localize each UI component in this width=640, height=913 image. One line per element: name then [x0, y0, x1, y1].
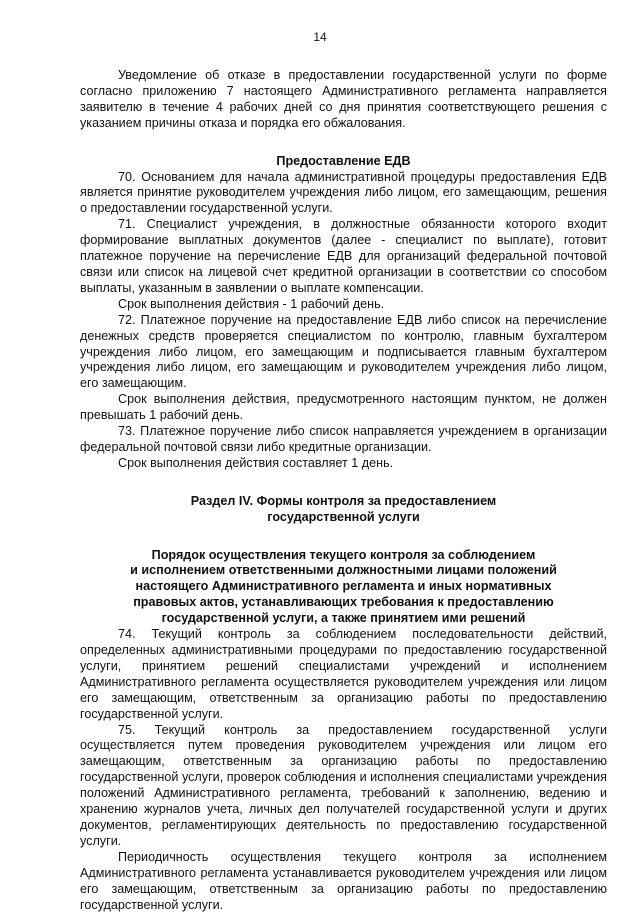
paragraph-71: 71. Специалист учреждения, в должностные обязанности которого входит формирование выплатных документов (далее - специалист по выплате), готовит платежное поручение на перечисление ЕДВ для организаций федеральной почтовой связи или список на лицевой счет кредитной организации в соответствии со способом выплаты, указанным в заявлении о выплате компенсации.	[80, 217, 607, 295]
section-edv-heading: Предоставление ЕДВ	[276, 153, 411, 168]
paragraph-72: 72. Платежное поручение на предоставление ЕДВ либо список на перечисление денежных средств проверяется специалистом по контролю, главным бухгалтером учреждения либо лицом, его замещающим и подписывается главным бухгалтером учреждения либо лицом, его замещающим и руководителем учреждения либо лицом, его замещающим.	[80, 312, 607, 391]
subsection-heading-line-2: и исполнением ответственными должностными лицами положений	[130, 563, 557, 578]
section-iv-heading-line-2: государственной услуги	[267, 509, 420, 524]
document-body	[80, 68, 607, 913]
paragraph-73: 73. Платежное поручение либо список направляется учреждением в организации федеральной почтовой связи либо кредитные организации.	[80, 424, 607, 454]
page-number: 14	[313, 30, 327, 44]
paragraph-71-term: Срок выполнения действия - 1 рабочий день.	[118, 296, 385, 311]
paragraph-73-term: Срок выполнения действия составляет 1 день.	[118, 455, 394, 470]
subsection-heading-line-1: Порядок осуществления текущего контроля за соблюдением	[151, 547, 536, 562]
subsection-heading-line-3: настоящего Административного регламента и иных нормативных	[135, 579, 552, 594]
paragraph-periodicity: Периодичность осуществления текущего контроля за исполнением Административного регламента устанавливается руководителем учреждения или лицом его замещающим, ответственным за организацию работы по предоставлению государственной услуги.	[80, 849, 607, 912]
paragraph-75: 75. Текущий контроль за предоставлением государственной услуги осуществляется путем проведения руководителем учреждения или лицом его замещающим, ответственным за организацию работы по предоставлению государственной услуги, проверок соблюдения и исполнения специалистами учреждения положений Административного регламента, требований к заполнению, ведению и хранению журналов учета, личных дел получателей государственной услуги и других документов, регламентирующих деятельность по предоставлению государственной услуги.	[80, 722, 607, 848]
paragraph-70: 70. Основанием для начала административной процедуры предоставления ЕДВ является принятие руководителем учреждения либо лицом, его замещающим, решения о предоставлении государственной услуги.	[80, 169, 607, 216]
intro-paragraph: Уведомление об отказе в предоставлении государственной услуги по форме согласно приложению 7 настоящего Административного регламента направляется заявителю в течение 4 рабочих дней со дня принятия соответствующего решения с указанием причины отказа и порядка его обжалования.	[80, 68, 607, 130]
section-iv-heading-line-1: Раздел IV. Формы контроля за предоставлением	[190, 493, 497, 508]
subsection-heading-line-4: правовых актов, устанавливающих требования к предоставлению	[133, 595, 554, 610]
paragraph-74: 74. Текущий контроль за соблюдением последовательности действий, определенных административными процедурами по предоставлению государственной услуги, принятием решений специалистами учреждений и исполнением Административного регламента осуществляется руководителем учреждения или лицом его замещающим, ответственным за организацию работы по предоставлению государственной услуги.	[80, 627, 607, 721]
subsection-heading-line-5: государственной услуги, а также принятием ими решений	[161, 611, 526, 626]
paragraph-72-term: Срок выполнения действия, предусмотренного настоящим пунктом, не должен превышать 1 рабочий день.	[80, 392, 607, 423]
